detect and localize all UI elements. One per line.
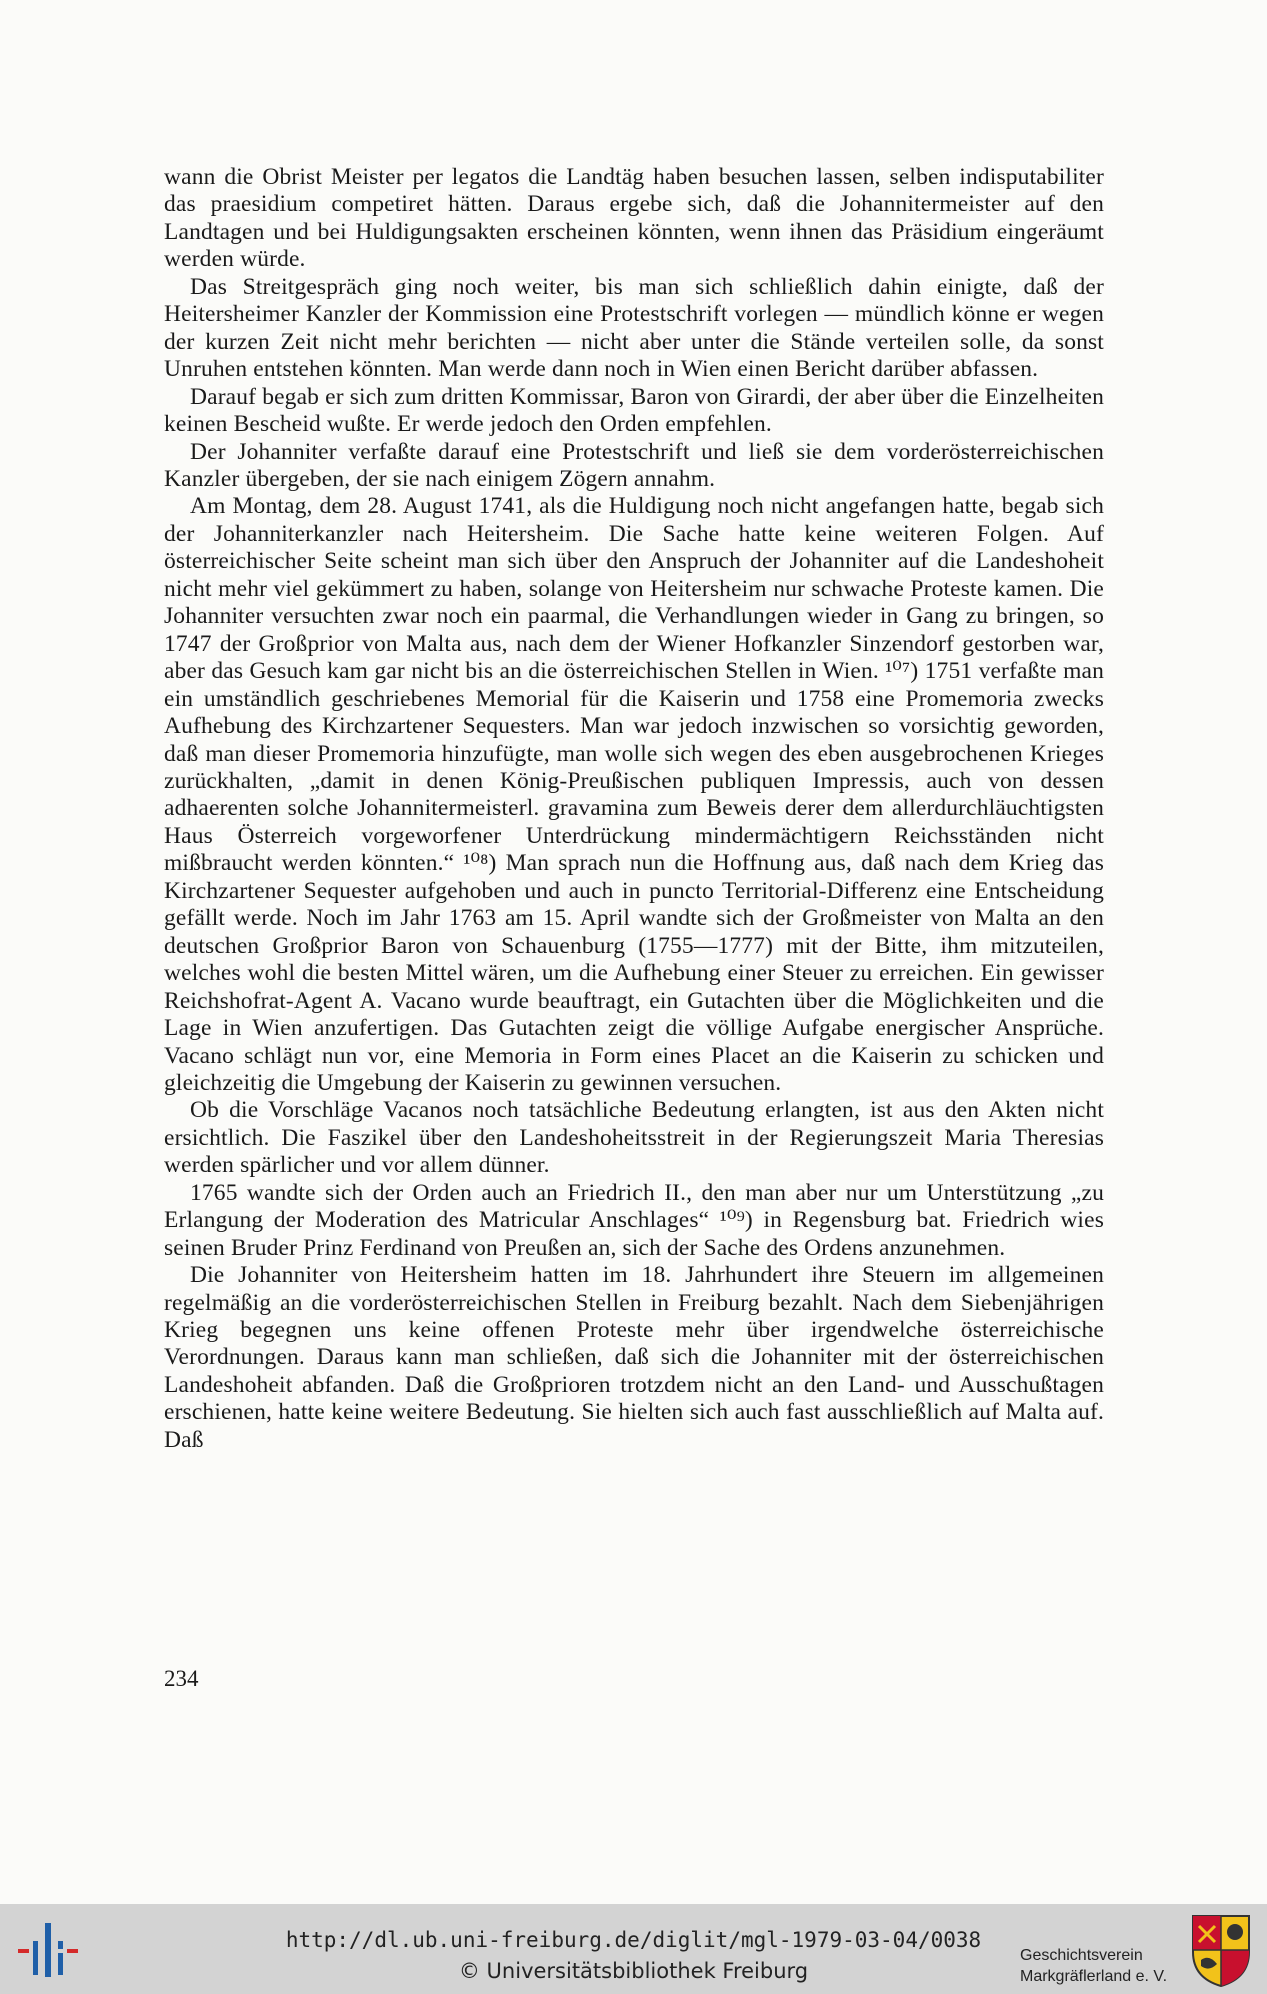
paragraph: Am Montag, dem 28. August 1741, als die Huldigung noch nicht angefangen hatte, begab sich der Johanniterkanzler nach Heitersheim. Die Sache hatte keine weiteren Folgen. Auf österreichischer Seite scheint man sich über den Anspruch der Johanniter auf die Landeshoheit nicht mehr viel gekümmert zu haben, solange von Heitersheim nur schwache Proteste kamen. Die Johanniter versuchten zwar noch ein paarmal, die Verhandlungen wieder in Gang zu bringen, so 1747 der Großprior von Malta aus, nach dem der Wiener Hofkanzler Sinzendorf gestorben war, aber das Gesuch kam gar nicht bis an die österreichischen Stellen in Wien. ¹⁰⁷) 1751 verfaßte man ein umständlich geschriebenes Memorial für die Kaiserin und 1758 eine Promemoria zwecks Aufhebung des Kirchzartener Sequesters. Man war jedoch inzwischen so vorsichtig geworden, daß man dieser Promemoria hinzufügte, man wolle sich wegen des eben ausgebrochenen Krieges zurückhalten, „damit in denen König-Preußischen publiquen Impressis, auch von dessen adhaerenten solche Johannitermeisterl. gravamina zum Beweis derer dem allerdurchläuchtigsten Haus Österreich vorgeworfener Unterdrückung mindermächtigern Reichsständen nicht mißbraucht werden könnten.“ ¹⁰⁸) Man sprach nun die Hoffnung aus, daß nach dem Krieg das Kirchzartener Sequester aufgehoben und auch in puncto Territorial-Differenz eine Entscheidung gefällt werde. Noch im Jahr 1763 am 15. April wandte sich der Großmeister von Malta an den deutschen Großprior Baron von Schauenburg (1755—1777) mit der Bitte, ihm mitzuteilen, welches wohl die besten Mittel wären, um die Aufhebung einer Steuer zu erreichen. Ein gewisser Reichshofrat-Agent A. Vacano wurde beauftragt, ein Gutachten über die Möglichkeiten und die Lage in Wien anzufertigen. Das Gutachten zeigt die völlige Aufgabe energischer Ansprüche. Vacano schlägt nun vor, eine Memoria in Form eines Placet an die Kaiserin zu schicken und gleichzeitig die Umgebung der Kaiserin zu gewinnen versuchen. — [164, 493, 1104, 1096]
paragraph: Das Streitgespräch ging noch weiter, bis man sich schließlich dahin einigte, daß der Heitersheimer Kanzler der Kommission eine Protestschrift vorlegen — mündlich könne er wegen der kurzen Zeit nicht mehr berichten — nicht aber unter die Stände verteilen solle, da sonst Unruhen entstehen könnten. Man werde dann noch in Wien einen Bericht darüber abfassen. — [164, 273, 1104, 383]
paragraph: Darauf begab er sich zum dritten Kommissar, Baron von Girardi, der aber über die Einzelheiten keinen Bescheid wußte. Er werde jedoch den Orden empfehlen. — [164, 383, 1104, 438]
society-name-line: Markgräflerland e. V. — [1020, 1968, 1168, 1985]
paragraph: Die Johanniter von Heitersheim hatten im 18. Jahrhundert ihre Steuern im allgemeinen regelmäßig an die vorderösterreichischen Stellen in Freiburg bezahlt. Nach dem Siebenjährigen Krieg begegnen uns keine offenen Proteste mehr über irgendwelche österreichische Verordnungen. Daraus kann man schließen, daß sich die Johanniter mit der österreichischen Landeshoheit abfanden. Daß die Großprioren trotzdem nicht an den Land- und Ausschußtagen erschienen, hatte keine weitere Bedeutung. Sie hielten sich auch fast ausschließlich auf Malta auf. Daß — [164, 1262, 1104, 1453]
coat-of-arms-icon — [1189, 1912, 1253, 1988]
copyright-notice: © Universitätsbibliothek Freiburg — [458, 1959, 809, 1983]
body-text — [164, 164, 1104, 1454]
paragraph: Ob die Vorschläge Vacanos noch tatsächliche Bedeutung erlangten, ist aus den Akten nicht ersichtlich. Die Faszikel über den Landeshoheitsstreit in der Regierungszeit Maria Theresias werden spärlicher und vor allem dünner. — [164, 1097, 1104, 1179]
paragraph: Der Johanniter verfaßte darauf eine Protestschrift und ließ sie dem vorderösterreichischen Kanzler übergeben, der sie nach einigem Zögern annahm. — [164, 438, 1104, 492]
paragraph: wann die Obrist Meister per legatos die Landtäg haben besuchen lassen, selben indisputabiliter das praesidium competiret hätten. Daraus ergebe sich, daß die Johannitermeister auf den Landtagen und bei Huldigungsakten erscheinen könnten, wenn ihnen das Präsidium eingeräumt werden würde. — [164, 164, 1104, 273]
paragraph: 1765 wandte sich der Orden auch an Friedrich II., den man aber nur um Unterstützung „zu Erlangung der Moderation des Matricular Anschlages“ ¹⁰⁹) in Regensburg bat. Friedrich wies seinen Bruder Prinz Ferdinand von Preußen an, sich der Sache des Ordens anzunehmen. — [164, 1179, 1104, 1261]
footer-bar — [0, 1904, 1267, 1994]
document-url-link[interactable]: http://dl.ub.uni-freiburg.de/diglit/mgl-1979-03-04/0038 — [285, 1928, 982, 1952]
society-name — [1020, 1945, 1167, 1987]
page-number: 234 — [164, 1666, 199, 1691]
society-name-line: Geschichtsverein — [1020, 1947, 1143, 1964]
